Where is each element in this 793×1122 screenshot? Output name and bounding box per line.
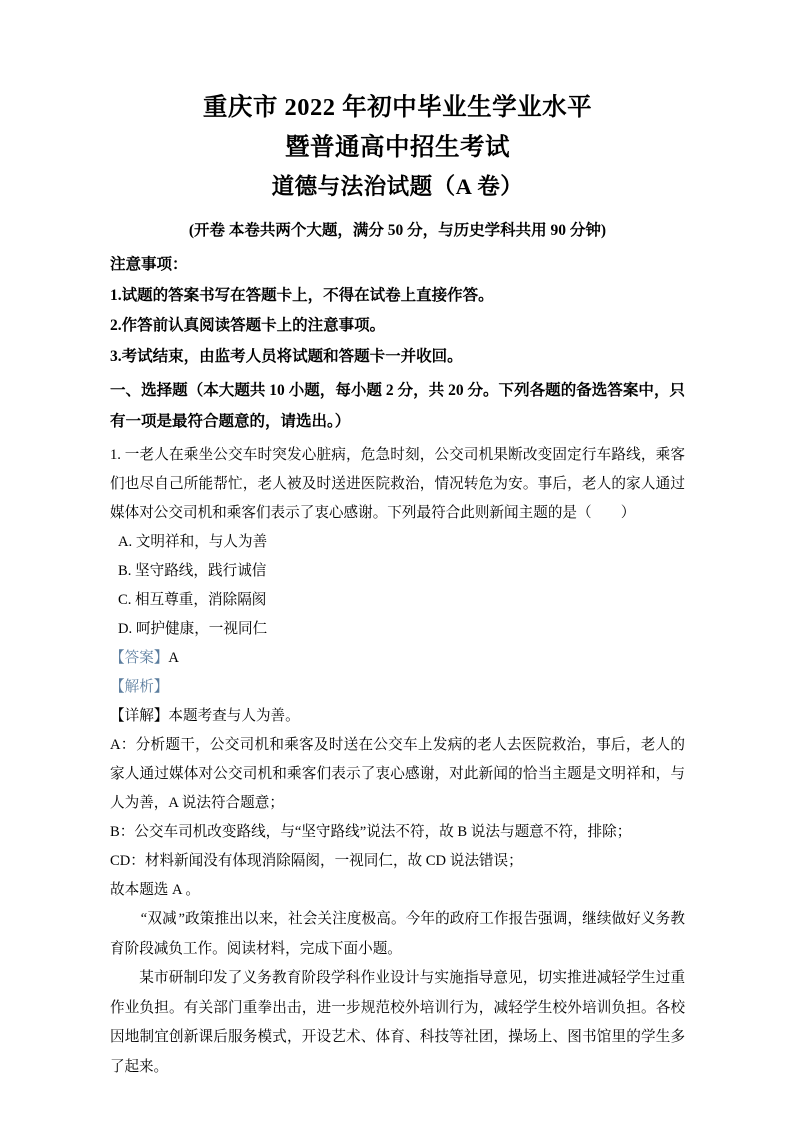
question-1-answer-line: [110, 644, 685, 673]
material-paragraph-2: 某市研制印发了义务教育阶段学科作业设计与实施指导意见，切实推进减轻学生过重作业负担。有关部门重拳出击，进一步规范校外培训行为，减轻学生校外培训负担。各校因地制宜创新课后服务模式，开设艺术、体育、科技等社团，操场上、图书馆里的学生多了起来。: [110, 970, 685, 1075]
question-1-option-c[interactable]: C. 相互尊重，消除隔阂: [118, 592, 267, 608]
notice-item-3: 3.考试结束，由监考人员将试题和答题卡一并收回。: [110, 347, 463, 365]
question-1-stem: 1. 一老人在乘坐公交车时突发心脏病，危急时刻，公交司机果断改变固定行车路线，乘客们也尽自己所能帮忙，老人被及时送进医院救治，情况转危为安。事后，老人的家人通过媒体对公交司机和乘客们表示了衷心感谢。下列最符合此则新闻主题的是（ ）: [110, 447, 685, 521]
analysis-tag: 【解析】: [110, 679, 169, 695]
notice-block: [110, 250, 685, 372]
doc-subtitle: (开卷 本卷共两个大题，满分 50 分，与历史学科共用 90 分钟): [188, 222, 607, 239]
detail-lead-text: 本题考查与人为善。: [168, 708, 300, 724]
doc-title-line-1: 重庆市 2022 年初中毕业生学业水平: [202, 94, 593, 121]
answer-value: A: [168, 650, 179, 666]
notice-item-2: 2.作答前认真阅读答题卡上的注意事项。: [110, 317, 386, 334]
question-1-option-d[interactable]: D. 呵护健康，一视同仁: [118, 621, 268, 637]
question-1-option-b[interactable]: B. 坚守路线，践行诚信: [118, 563, 267, 579]
doc-title-line-3: 道德与法治试题（A 卷）: [271, 174, 524, 199]
question-1-detail-a: A：分析题干，公交司机和乘客及时送在公交车上发病的老人去医院救治，事后，老人的家人通过媒体对公交司机和乘客们表示了衷心感谢，对此新闻的恰当主题是文明祥和，与人为善，A 说法符合题意；: [110, 737, 685, 811]
detail-tag: 【详解】: [110, 708, 169, 724]
question-1-detail-lead: [110, 702, 685, 731]
question-1-analysis-line: [110, 673, 685, 702]
question-1-detail-b: B：公交车司机改变路线，与“坚守路线”说法不符，故 B 说法与题意不符，排除；: [110, 824, 632, 840]
question-1-option-a[interactable]: A. 文明祥和，与人为善: [118, 534, 268, 550]
doc-title-line-2: 暨普通高中招生考试: [285, 134, 510, 161]
material-paragraph-1: “双减”政策推出以来，社会关注度极高。今年的政府工作报告强调，继续做好义务教育阶段减负工作。阅读材料，完成下面小题。: [110, 911, 685, 957]
section-one-heading: 一、选择题（本大题共 10 小题，每小题 2 分，共 20 分。下列各题的备选答案中，只有一项是最符合题意的，请选出。）: [110, 382, 685, 430]
question-1-detail-conclusion: 故本题选 A 。: [110, 882, 200, 898]
answer-tag: 【答案】: [110, 650, 169, 666]
notice-item-1: 1.试题的答案书写在答题卡上，不得在试卷上直接作答。: [110, 286, 494, 304]
title-block: [110, 0, 685, 246]
question-1-detail-cd: CD：材料新闻没有体现消除隔阂，一视同仁，故 CD 说法错误；: [110, 853, 523, 869]
notice-heading: 注意事项：: [110, 256, 188, 273]
